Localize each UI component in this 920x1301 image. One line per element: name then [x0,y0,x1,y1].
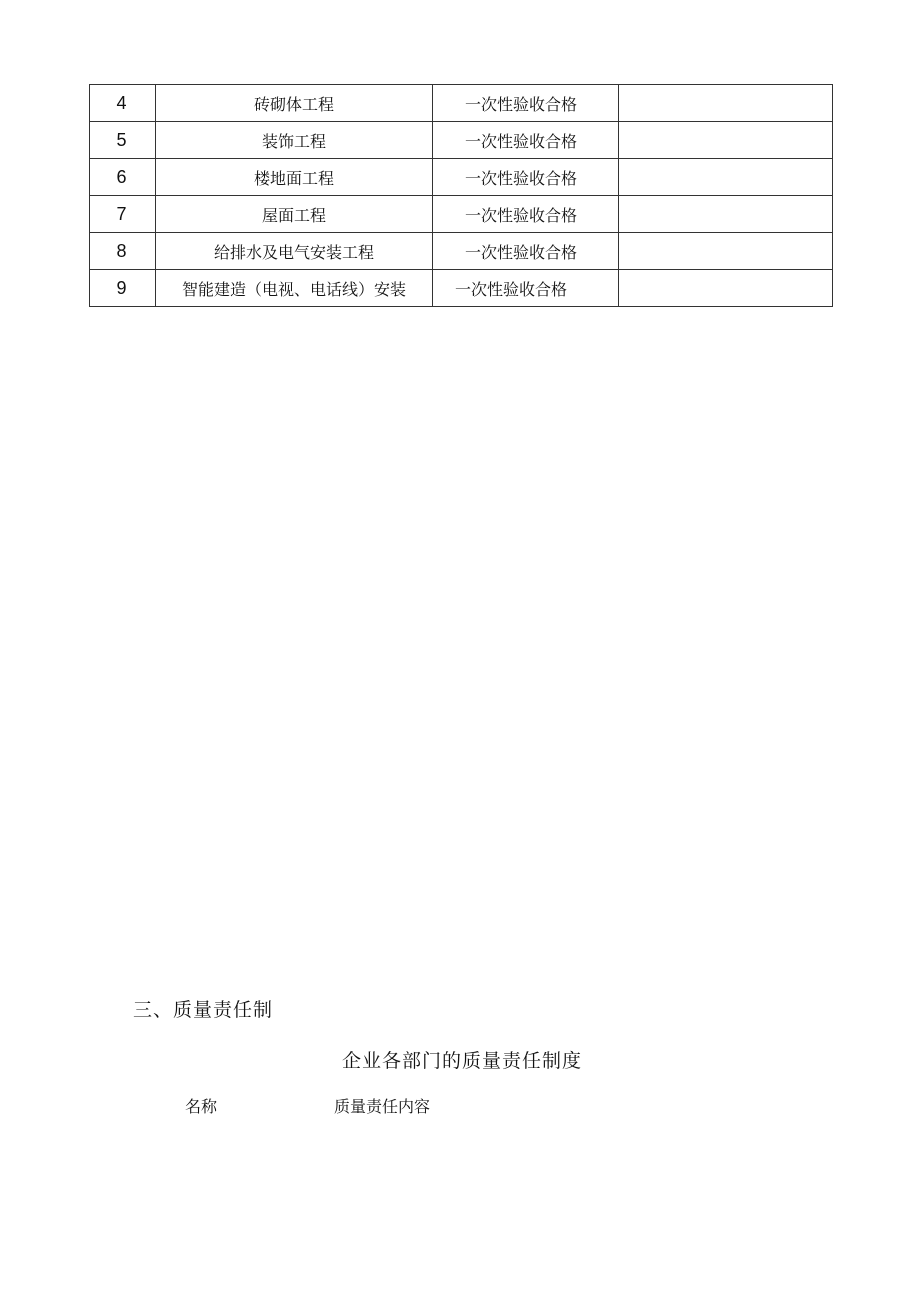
row-number: 8 [90,233,156,270]
item-name: 屋面工程 [156,196,433,233]
row-number: 9 [90,270,156,307]
table-row [90,196,833,233]
item-name: 装饰工程 [156,122,433,159]
row-number: 7 [90,196,156,233]
acceptance-result: 一次性验收合格 [433,85,619,122]
row-number: 6 [90,159,156,196]
table-row [90,233,833,270]
item-name: 给排水及电气安装工程 [156,233,433,270]
item-name: 智能建造（电视、电话线）安装 [156,270,433,307]
row-number: 4 [90,85,156,122]
remark-cell [619,233,833,270]
table-row [90,122,833,159]
table-row [90,159,833,196]
column-header-content: 质量责任内容 [334,1097,431,1116]
column-header-name: 名称 [185,1097,218,1116]
remark-cell [619,270,833,307]
remark-cell [619,122,833,159]
acceptance-result: 一次性验收合格 [433,233,619,270]
item-name: 楼地面工程 [156,159,433,196]
acceptance-table [89,84,833,307]
item-name: 砖砌体工程 [156,85,433,122]
acceptance-result: 一次性验收合格 [433,270,619,307]
table-row [90,270,833,307]
acceptance-result: 一次性验收合格 [433,196,619,233]
table-row [90,85,833,122]
section-heading: 三、质量责任制 [133,999,274,1021]
row-number: 5 [90,122,156,159]
remark-cell [619,85,833,122]
remark-cell [619,196,833,233]
acceptance-result: 一次性验收合格 [433,159,619,196]
acceptance-result: 一次性验收合格 [433,122,619,159]
document-title: 企业各部门的质量责任制度 [341,1050,582,1072]
remark-cell [619,159,833,196]
